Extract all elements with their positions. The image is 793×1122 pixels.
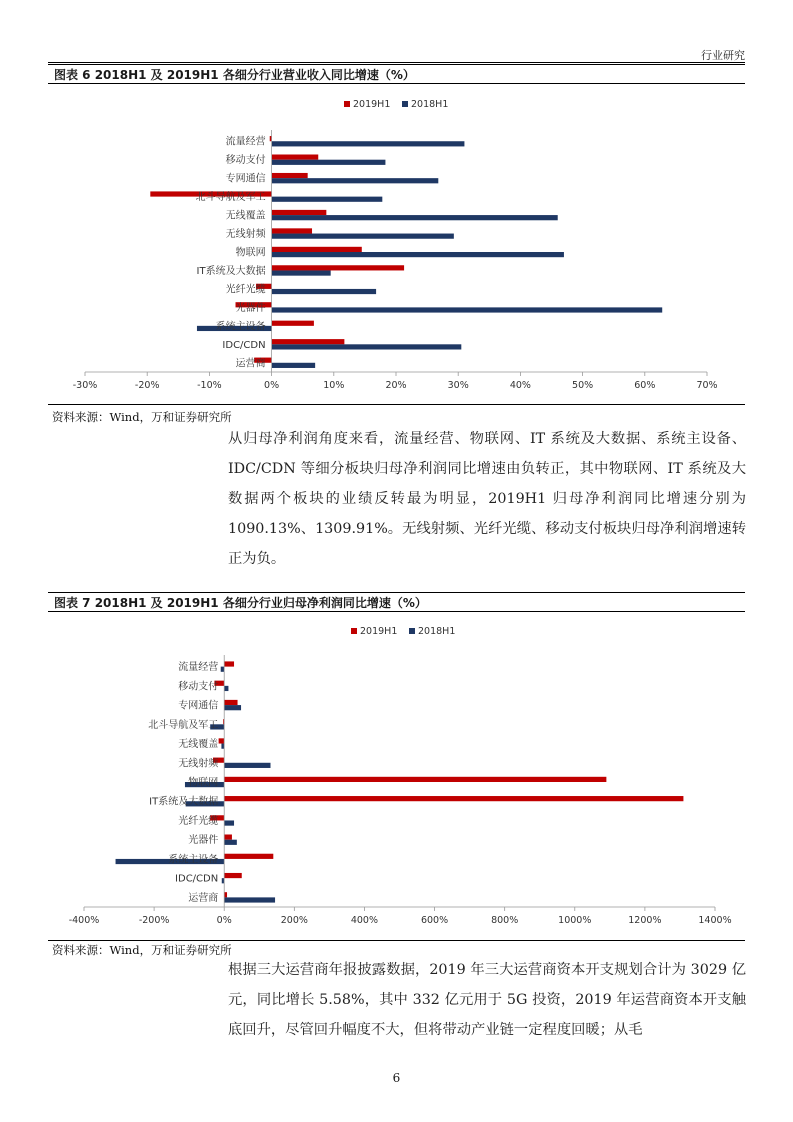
report-section-label: 行业研究 [701,49,745,62]
fig7-bar-2019H1-6 [224,777,606,782]
fig7-bar-2018H1-2 [224,705,241,710]
fig6-category-label-1: 移动支付 [225,155,266,167]
fig7-category-label-7: IT系统及大数据 [149,796,219,808]
fig7-bar-2019H1-10 [224,854,273,859]
fig7-bar-2019H1-12 [224,892,227,897]
fig7-bar-2018H1-12 [224,897,275,902]
fig6-bar-2018H1-5 [272,234,454,239]
fig7-legend-label-2019H1: 2019H1 [360,626,398,637]
fig7-x-tick-label-1: -200% [138,915,170,926]
fig7-category-label-0: 流量经营 [178,662,219,674]
fig6-bar-2018H1-6 [272,252,564,257]
header-rule [48,62,745,63]
fig6-bar-2018H1-12 [272,363,316,368]
fig6-bar-2019H1-5 [272,228,312,233]
figure-7-title: 图表 7 2018H1 及 2019H1 各细分行业归母净利润同比增速（%） [48,592,745,612]
fig6-category-label-4: 无线覆盖 [225,210,266,222]
fig7-bar-2018H1-5 [224,763,270,768]
fig7-legend-swatch-2018H1 [409,628,415,634]
fig7-bar-2018H1-4 [221,744,224,749]
fig7-legend-swatch-2019H1 [351,628,357,634]
fig6-x-tick-label-10: 70% [696,380,718,391]
fig6-bar-2018H1-7 [272,270,331,275]
fig7-category-label-2: 专网通信 [178,700,219,712]
fig7-bar-2019H1-11 [224,873,242,878]
fig6-x-tick-label-4: 10% [323,380,345,391]
fig6-category-label-3: 北斗导航及军工 [195,192,266,204]
paragraph-capex: 根据三大运营商年报披露数据，2019 年三大运营商资本开支规划合计为 3029 亿元，同比增长 5.58%，其中 332 亿元用于 5G 投资，2019 年运营商资本开支触底回升，尽管回升幅度不大，但将带动产业链一定程度回暖；从毛 [228,962,746,1038]
fig7-category-label-12: 运营商 [188,892,219,904]
fig6-x-tick-label-7: 40% [509,380,531,391]
fig6-bar-2018H1-11 [272,344,462,349]
fig7-bar-2019H1-2 [224,700,237,705]
fig7-x-tick-label-7: 1000% [558,915,592,926]
fig6-bar-2019H1-1 [272,154,319,159]
fig7-bar-2019H1-0 [224,661,234,666]
fig6-category-label-10: 系统主设备 [215,321,266,333]
fig6-bar-2019H1-2 [272,173,308,178]
fig7-x-tick-label-2: 0% [216,915,232,926]
fig7-x-tick-label-9: 1400% [698,915,732,926]
fig7-x-tick-label-5: 600% [420,915,449,926]
fig6-legend-swatch-2019H1 [344,101,350,107]
fig6-bar-2018H1-2 [272,178,439,183]
fig6-x-tick-label-2: -10% [197,380,222,391]
fig6-category-label-5: 无线射频 [225,229,266,241]
fig7-bar-2018H1-9 [224,840,237,845]
fig7-bar-2018H1-0 [221,667,225,672]
fig6-legend-label-2018H1: 2018H1 [411,99,449,110]
fig7-legend-label-2018H1: 2018H1 [418,626,456,637]
fig7-x-tick-label-8: 1200% [628,915,662,926]
fig7-category-label-5: 无线射频 [178,758,219,770]
fig6-x-tick-label-0: -30% [72,380,98,391]
fig6-x-tick-label-8: 50% [572,380,594,391]
figure-6-source: 资料来源：Wind，万和证券研究所 [52,410,232,424]
fig7-category-label-10: 系统主设备 [168,854,219,866]
fig6-bar-2019H1-10 [272,321,314,326]
figure-7-source-rule [48,940,745,941]
figure-6-title: 图表 6 2018H1 及 2019H1 各细分行业营业收入同比增速（%） [48,64,745,84]
fig6-x-tick-label-5: 20% [385,380,407,391]
fig6-x-tick-label-1: -20% [134,380,160,391]
fig7-bar-2018H1-1 [224,686,228,691]
page-number: 6 [392,1071,401,1085]
fig6-bar-2019H1-7 [272,265,404,270]
fig7-category-label-1: 移动支付 [178,681,219,693]
fig6-category-label-0: 流量经营 [225,136,266,148]
fig7-category-label-3: 北斗导航及军工 [148,719,219,731]
figure-6-svg [48,86,745,404]
fig7-bar-2019H1-4 [219,738,225,743]
fig6-bar-2019H1-11 [272,339,345,344]
fig6-category-label-2: 专网通信 [225,173,266,185]
fig7-bar-2018H1-8 [224,820,234,825]
fig6-category-label-8: 光纤光缆 [225,284,266,296]
fig7-category-label-8: 光纤光缆 [178,815,219,827]
fig6-bar-2019H1-6 [272,247,362,252]
fig6-bar-2018H1-0 [272,141,465,146]
figure-6-chart [48,86,745,404]
fig6-category-label-11: IDC/CDN [222,339,266,351]
fig7-category-label-6: 物联网 [188,777,219,789]
fig7-category-label-11: IDC/CDN [175,873,219,885]
figure-6-source-rule [48,404,745,405]
fig7-category-label-9: 光器件 [188,835,219,847]
fig6-category-label-9: 光器件 [235,302,266,314]
figure-7-chart [48,614,745,940]
fig7-x-tick-label-0: -400% [68,915,100,926]
fig6-legend-swatch-2018H1 [402,101,408,107]
figure-7-svg [48,614,745,940]
fig7-bar-2019H1-7 [224,796,683,801]
fig6-category-label-6: 物联网 [235,247,266,259]
fig7-bar-2019H1-9 [224,834,232,839]
fig6-category-label-7: IT系统及大数据 [196,265,266,277]
fig6-bar-2018H1-8 [272,289,376,294]
fig6-x-tick-label-3: 0% [264,380,280,391]
paragraph-profit-analysis: 从归母净利润角度来看，流量经营、物联网、IT 系统及大数据、系统主设备、IDC/CDN 等细分板块归母净利润同比增速由负转正，其中物联网、IT 系统及大数据两个板块的业绩反转最为明显，2019H1 归母净利润同比增速分别为 1090.13%、1309.91%。无线射频、光纤光缆、移动支付板块归母净利润增速转正为负。 [228,431,746,567]
fig6-bar-2019H1-4 [272,210,327,215]
fig7-x-tick-label-4: 400% [350,915,379,926]
fig7-x-tick-label-3: 200% [280,915,308,926]
fig6-category-label-12: 运营商 [235,358,266,370]
fig7-x-tick-label-6: 800% [491,915,519,926]
fig7-category-label-4: 无线覆盖 [178,739,219,751]
fig6-x-tick-label-6: 30% [447,380,469,391]
fig6-bar-2018H1-3 [272,197,383,202]
figure-7-source: 资料来源：Wind，万和证券研究所 [52,943,232,957]
fig6-bar-2018H1-1 [272,160,386,165]
fig6-x-tick-label-9: 60% [634,380,656,391]
fig6-bar-2018H1-9 [272,307,663,312]
fig6-legend-label-2019H1: 2019H1 [353,99,391,110]
fig6-bar-2018H1-4 [272,215,558,220]
